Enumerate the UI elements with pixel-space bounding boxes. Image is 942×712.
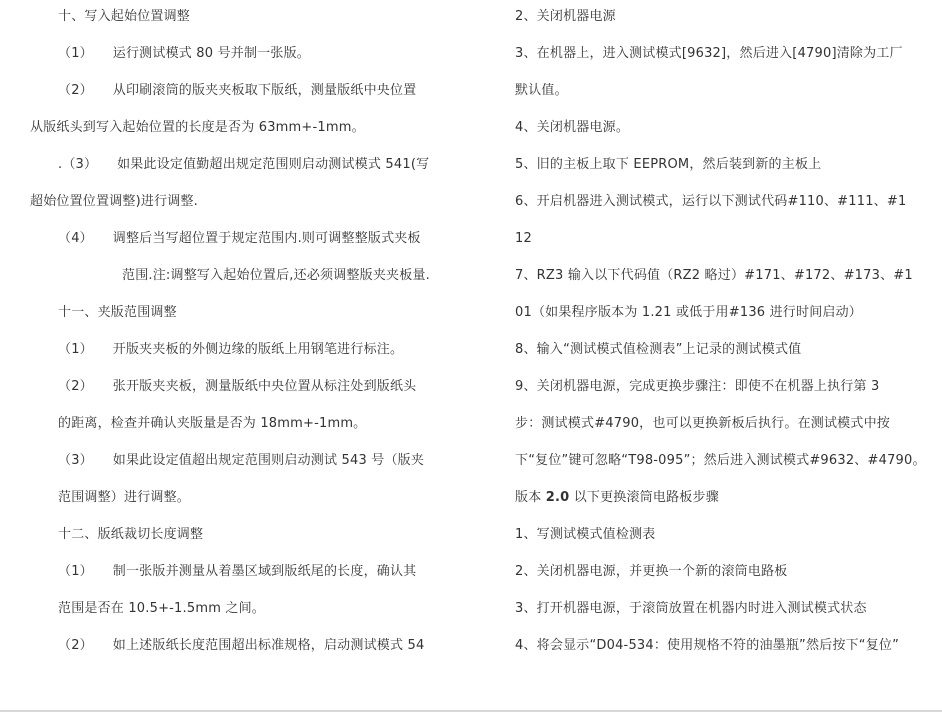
left-text-line: （2） 如上述版纸长度范围超出标准规格，启动测试模式 54 [58, 638, 425, 653]
right-text-line: 4、关闭机器电源。 [515, 120, 630, 135]
left-text-line: 十二、版纸裁切长度调整 [58, 527, 204, 542]
left-text-line: 范围是否在 10.5+-1.5mm 之间。 [58, 601, 265, 616]
right-text-line: 2、关闭机器电源，并更换一个新的滚筒电路板 [515, 564, 788, 579]
left-text-line: （1） 制一张版并测量从着墨区域到版纸尾的长度，确认其 [58, 564, 417, 579]
right-text-line: 默认值。 [515, 83, 568, 98]
left-text-line: （1） 运行测试模式 80 号并制一张版。 [58, 46, 310, 61]
version-number: 2.0 [545, 490, 570, 505]
right-text-line: 6、开启机器进入测试模式，运行以下测试代码#110、#111、#1 [515, 194, 907, 209]
right-text-line: 下“复位”键可忽略“T98-095”；然后进入测试模式#9632、#4790。 [515, 453, 926, 468]
left-text-line: 十、写入起始位置调整 [58, 9, 191, 24]
version-prefix: 版本 [515, 490, 546, 505]
right-text-line: 步：测试模式#4790，也可以更换新板后执行。在测试模式中按 [515, 416, 890, 431]
right-text-line: 4、将会显示“D04-534：使用规格不符的油墨瓶”然后按下“复位” [515, 638, 900, 653]
right-text-line: 3、在机器上，进入测试模式[9632]，然后进入[4790]清除为工厂 [515, 46, 903, 61]
right-text-line: 8、输入“测试模式值检测表”上记录的测试模式值 [515, 342, 802, 357]
right-text-line: 5、旧的主板上取下 EEPROM，然后装到新的主板上 [515, 157, 822, 172]
left-text-line: 十一、夹版范围调整 [58, 305, 177, 320]
left-text-line: （2） 从印刷滚筒的版夹夹板取下版纸，测量版纸中央位置 [58, 83, 417, 98]
right-text-line: 1、写测试模式值检测表 [515, 527, 656, 542]
left-text-line: （2） 张开版夹夹板，测量版纸中央位置从标注处到版纸头 [58, 379, 417, 394]
right-text-line: 12 [515, 231, 532, 246]
left-text-line: .（3） 如果此设定值勤超出规定范围则启动测试模式 541(写 [58, 157, 430, 172]
version-suffix: 以下更换滚筒电路板步骤 [569, 490, 719, 505]
left-text-line: 范围.注:调整写入起始位置后,还必须调整版夹夹板量. [122, 268, 430, 283]
right-text-line: 2、关闭机器电源 [515, 9, 616, 24]
right-text-line: 3、打开机器电源，于滚筒放置在机器内时进入测试模式状态 [515, 601, 867, 616]
right-text-line: 9、关闭机器电源，完成更换步骤注：即使不在机器上执行第 3 [515, 379, 880, 394]
left-text-line: （1） 开版夹夹板的外侧边缘的版纸上用钢笔进行标注。 [58, 342, 404, 357]
right-text-line: 01（如果程序版本为 1.21 或低于用#136 进行时间启动） [515, 305, 862, 320]
right-text-line: 7、RZ3 输入以下代码值（RZ2 略过）#171、#172、#173、#1 [515, 268, 913, 283]
left-text-line: 超始位置位置调整)进行调整. [30, 194, 199, 209]
left-text-line: 范围调整）进行调整。 [58, 490, 191, 505]
left-text-line: （3） 如果此设定值超出规定范围则启动测试 543 号（版夹 [58, 453, 425, 468]
right-text-line [515, 489, 719, 507]
left-text-line: 的距离，检查并确认夹版量是否为 18mm+-1mm。 [58, 416, 367, 431]
left-text-line: 从版纸头到写入起始位置的长度是否为 63mm+-1mm。 [30, 120, 365, 135]
left-text-line: （4） 调整后当写超位置于规定范围内.则可调整整版式夹板 [58, 231, 421, 246]
